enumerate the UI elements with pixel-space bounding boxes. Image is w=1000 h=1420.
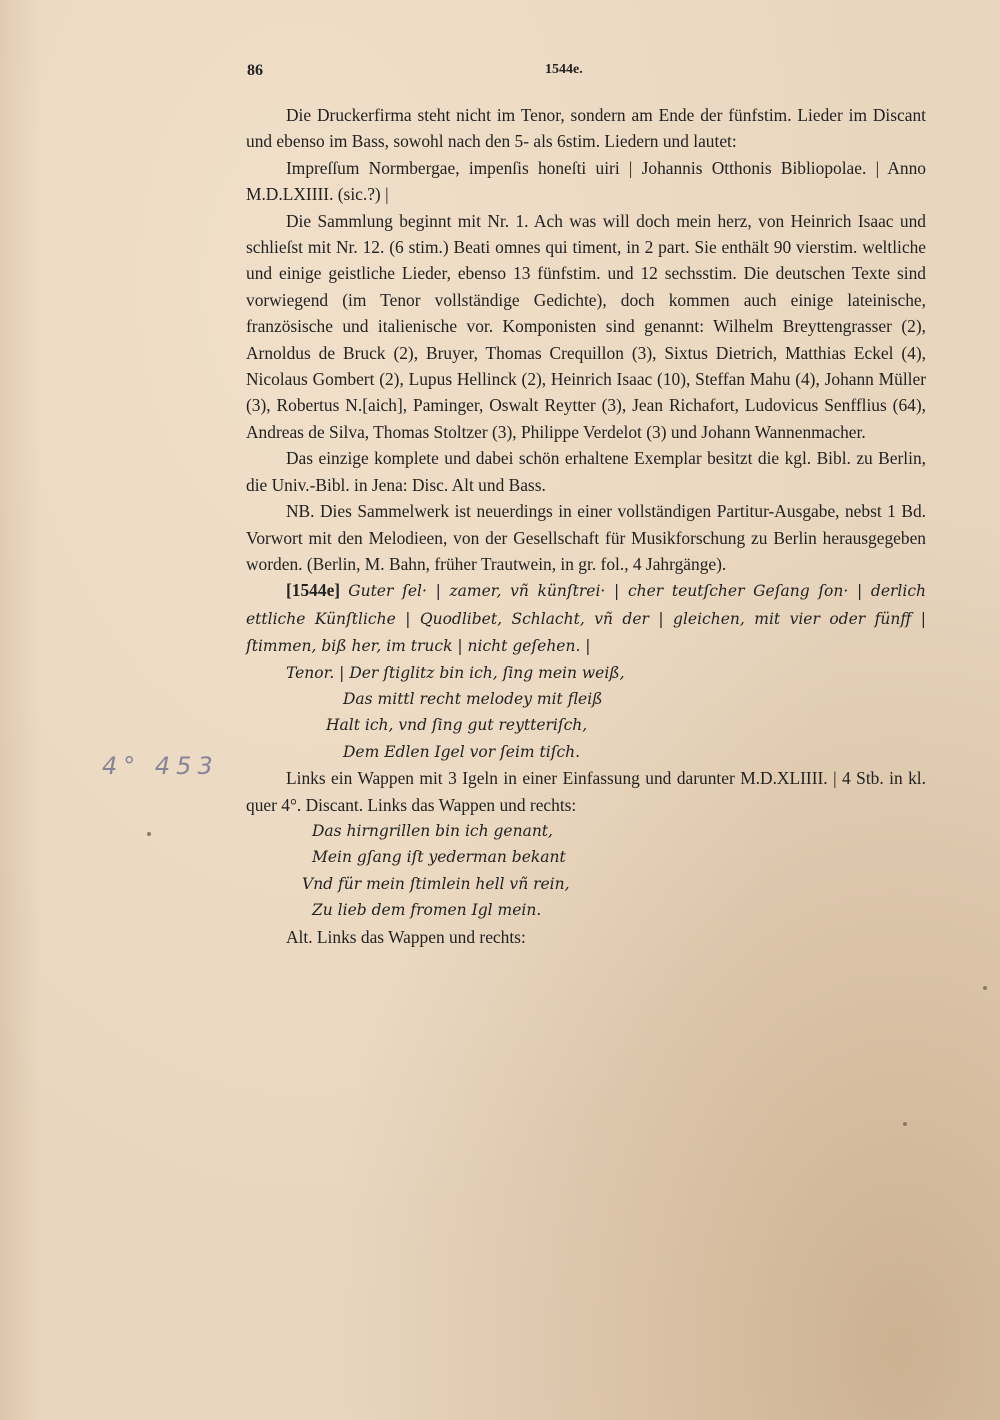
verse-line: Zu lieb dem fromen Igl mein. [312, 901, 542, 920]
verse-line: Mein gſang iſt yederman bekant [312, 848, 566, 867]
entry-label: [1544e] [286, 580, 341, 601]
verse-line: Das hirngrillen bin ich genant, [312, 821, 553, 840]
paragraph-title-entry [246, 577, 926, 659]
paragraph-nb: NB. Dies Sammelwerk ist neuerdings in einer vollständigen Partitur-Ausgabe, nebst 1 Bd. Vorwort mit den Melodieen, von der Gesellschaft für Musikforschung zu Berlin herausgegeben worden. (Berlin, M. Bahn, früher Trautwein, in gr. fol., 4 Jahrgänge). [246, 501, 926, 574]
handwritten-shelfmark: 4° 453 [102, 752, 219, 780]
tenor-line: Tenor. | Der ſtiglitz bin ich, ſing mein weiß, [286, 663, 625, 682]
paragraph-alt: Alt. Links das Wappen und rechts: [286, 926, 526, 947]
paragraph-printer-note: Die Druckerfirma steht nicht im Tenor, sondern am Ende der fünfstim. Lieder im Discant und ebenso im Bass, sowohl nach den 5- als 6stim. Liedern und lautet: [246, 105, 926, 152]
verse-line: Das mittl recht melodey mit fleiß [343, 689, 603, 708]
paper-speck [903, 1122, 907, 1126]
verse-line: Vnd für mein ſtimlein hell vñ rein, [302, 874, 570, 893]
paragraph-exemplar: Das einzige komplete und dabei schön erhaltene Exemplar besitzt die kgl. Bibl. zu Berlin, die Univ.-Bibl. in Jena: Disc. Alt und Bass. [246, 448, 926, 495]
paragraph-imprint: Impreſſum Normbergae, impenſis honeſti uiri | Johannis Otthonis Bibliopolae. | Anno M.D.LXIIII. (sic.?) | [246, 157, 926, 205]
paper-speck [147, 832, 151, 836]
paragraph-wappen: Links ein Wappen mit 3 Igeln in einer Einfassung und darunter M.D.XLIIII. | 4 Stb. in kl. quer 4°. Discant. Links das Wappen und rechts: [246, 768, 926, 815]
verse-line: Halt ich, vnd ſing gut reytteriſch, [326, 716, 588, 735]
body-text [246, 102, 926, 950]
gothic-title: Guter ſel· | zamer, vñ künſtrei· | cher teutſcher Geſang ſon· | derlich ettliche Künſtliche | Quodlibet, Schlacht, vñ der | gleichen, mit vier oder fünff | ſtimmen, biß her, im truck | nicht geſehen. | [246, 582, 926, 656]
page-number: 86 [247, 62, 263, 79]
running-head-year: 1544e. [545, 62, 583, 77]
paper-speck [983, 986, 987, 990]
paragraph-contents: Die Sammlung beginnt mit Nr. 1. Ach was will doch mein herz, von Heinrich Isaac und schlieſst mit Nr. 12. (6 stim.) Beati omnes qui timent, in 2 part. Sie enthält 90 vierstim. weltliche und einige geistliche Lieder, ebenso 13 fünfstim. und 12 sechsstim. Die deutschen Texte sind vorwiegend (im Tenor vollständige Gedichte), doch kommen auch einige lateinische, französische und italienische vor. Komponisten sind genannt: Wilhelm Breyttengrasser (2), Arnoldus de Bruck (2), Bruyer, Thomas Crequillon (3), Sixtus Dietrich, Matthias Eckel (4), Nicolaus Gombert (2), Lupus Hellinck (2), Heinrich Isaac (10), Steffan Mahu (4), Johann Müller (3), Robertus N.[aich], Paminger, Oswalt Reytter (3), Jean Richafort, Ludovicus Senfflius (64), Andreas de Silva, Thomas Stoltzer (3), Philippe Verdelot (3) und Johann Wannenmacher. [246, 210, 926, 442]
verse-line: Dem Edlen Igel vor ſeim tiſch. [343, 742, 581, 761]
running-header [247, 62, 927, 86]
